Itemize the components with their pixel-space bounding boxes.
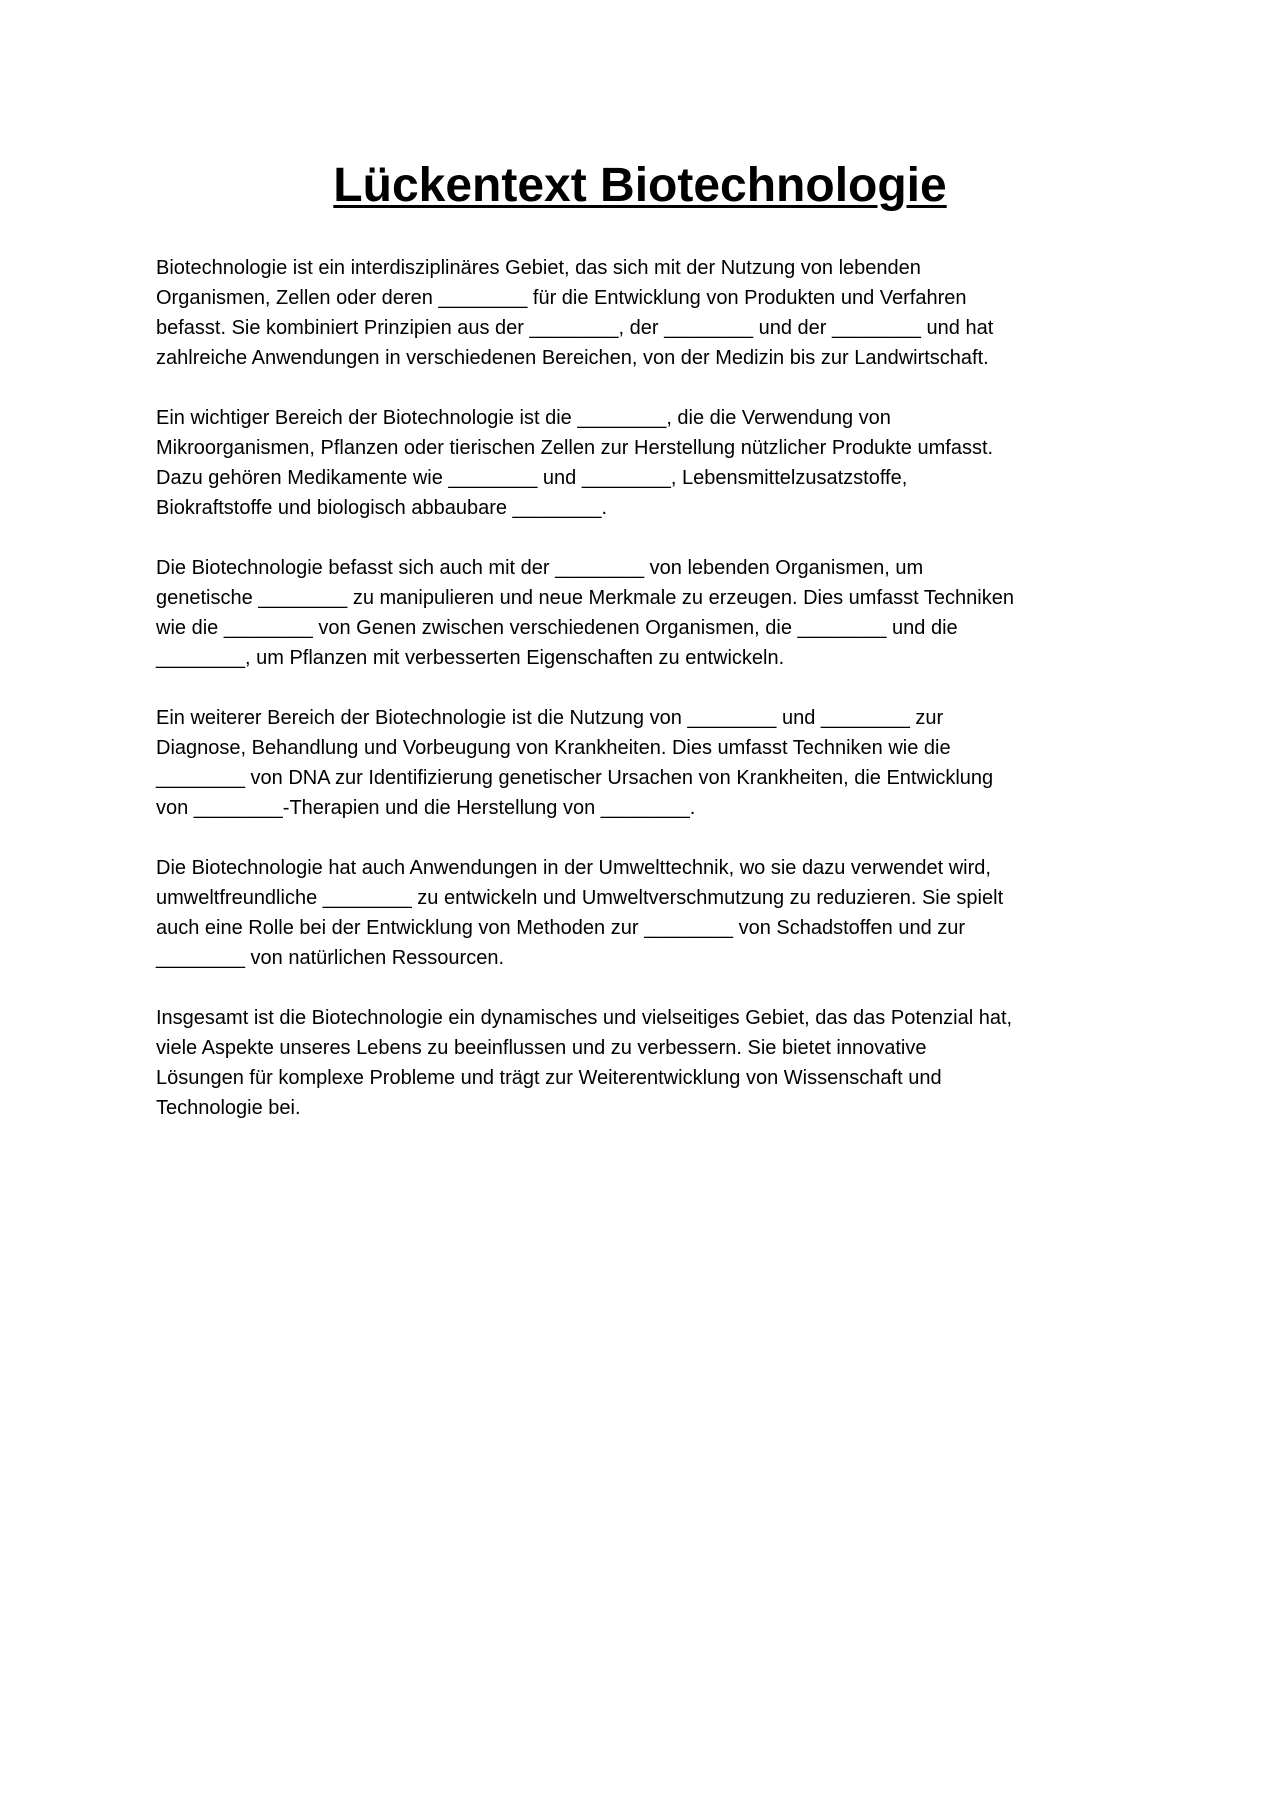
text-line: ________ von natürlichen Ressourcen. <box>156 947 505 969</box>
paragraph-1 <box>156 253 1146 373</box>
document-body <box>156 253 1146 1153</box>
text-line: Insgesamt ist die Biotechnologie ein dynamisches und vielseitiges Gebiet, das das Potenzial hat, <box>156 1007 1013 1029</box>
text-line: wie die ________ von Genen zwischen verschiedenen Organismen, die ________ und die <box>156 617 958 639</box>
paragraph-2 <box>156 403 1146 523</box>
text-line: ________, um Pflanzen mit verbesserten Eigenschaften zu entwickeln. <box>156 647 785 669</box>
text-line: viele Aspekte unseres Lebens zu beeinflussen und zu verbessern. Sie bietet innovative <box>156 1037 927 1059</box>
text-line: Biotechnologie ist ein interdisziplinäres Gebiet, das sich mit der Nutzung von lebenden <box>156 257 921 279</box>
paragraph-4 <box>156 703 1146 823</box>
text-line: Technologie bei. <box>156 1097 301 1119</box>
text-line: Dazu gehören Medikamente wie ________ und ________, Lebensmittelzusatzstoffe, <box>156 467 908 489</box>
text-line: auch eine Rolle bei der Entwicklung von Methoden zur ________ von Schadstoffen und zur <box>156 917 966 939</box>
document-title: Lückentext Biotechnologie <box>333 159 947 212</box>
text-line: Ein wichtiger Bereich der Biotechnologie ist die ________, die die Verwendung von <box>156 407 891 429</box>
text-line: Lösungen für komplexe Probleme und trägt zur Weiterentwicklung von Wissenschaft und <box>156 1067 942 1089</box>
text-line: Ein weiterer Bereich der Biotechnologie ist die Nutzung von ________ und ________ zur <box>156 707 944 729</box>
text-line: Biokraftstoffe und biologisch abbaubare ________. <box>156 497 608 519</box>
paragraph-3 <box>156 553 1146 673</box>
text-line: Organismen, Zellen oder deren ________ für die Entwicklung von Produkten und Verfahren <box>156 287 967 309</box>
text-line: genetische ________ zu manipulieren und neue Merkmale zu erzeugen. Dies umfasst Techniken <box>156 587 1014 609</box>
text-line: befasst. Sie kombiniert Prinzipien aus der ________, der ________ und der ________ und hat <box>156 317 994 339</box>
text-line: Die Biotechnologie hat auch Anwendungen in der Umwelttechnik, wo sie dazu verwendet wird, <box>156 857 991 879</box>
text-line: umweltfreundliche ________ zu entwickeln und Umweltverschmutzung zu reduzieren. Sie spielt <box>156 887 1004 909</box>
text-line: Diagnose, Behandlung und Vorbeugung von Krankheiten. Dies umfasst Techniken wie die <box>156 737 951 759</box>
text-line: Mikroorganismen, Pflanzen oder tierischen Zellen zur Herstellung nützlicher Produkte umfasst. <box>156 437 994 459</box>
text-line: ________ von DNA zur Identifizierung genetischer Ursachen von Krankheiten, die Entwicklung <box>156 767 994 789</box>
text-line: von ________-Therapien und die Herstellung von ________. <box>156 797 696 819</box>
text-line: zahlreiche Anwendungen in verschiedenen Bereichen, von der Medizin bis zur Landwirtschaft. <box>156 347 989 369</box>
text-line: Die Biotechnologie befasst sich auch mit der ________ von lebenden Organismen, um <box>156 557 924 579</box>
paragraph-6 <box>156 1003 1146 1123</box>
paragraph-5 <box>156 853 1146 973</box>
